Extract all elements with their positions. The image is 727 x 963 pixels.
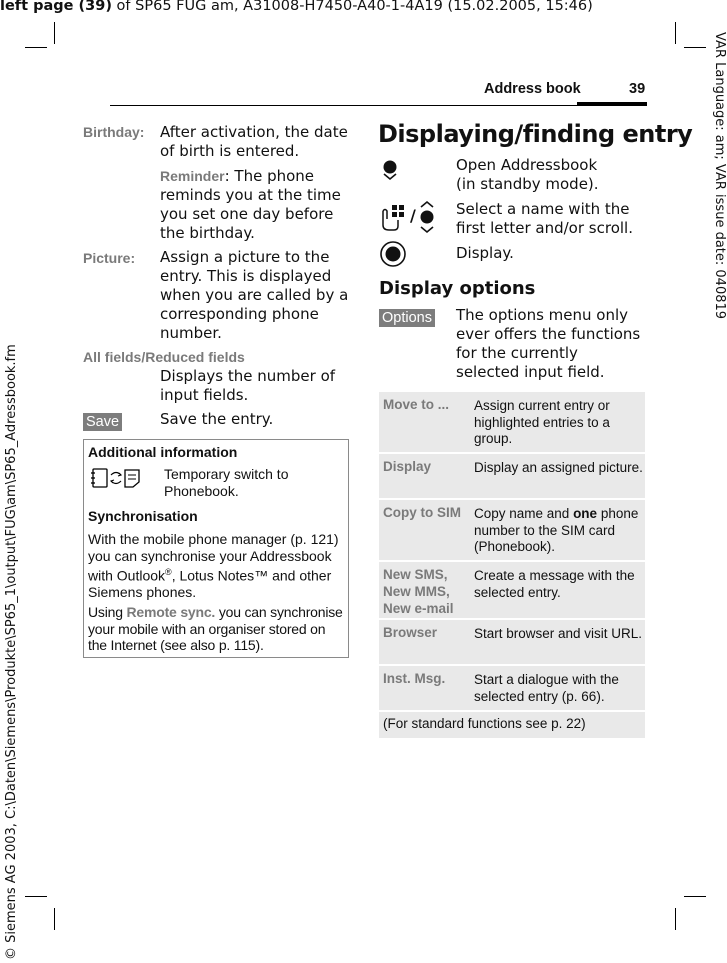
options-table-row [379, 454, 645, 498]
print-meta-rest: of SP65 FUG am, A31008-H7450-A40-1-4A19 (15.02.2005, 15:46) [111, 0, 593, 14]
var-language-note: VAR Language: am; VAR issue date: 040819 [712, 32, 727, 320]
birthday-desc: After activation, the date of birth is entered. [160, 123, 348, 160]
option-description: Start a dialogue with the selected entry (p. 66). [474, 672, 619, 704]
crop-mark [25, 47, 47, 48]
crop-mark [675, 908, 676, 930]
using-post: you can synchronise your mobile with an organiser stored on the Internet (see also p. 115). [88, 604, 343, 653]
header-page-tab [577, 102, 647, 106]
save-softkey-wrap [83, 411, 122, 431]
display-options-heading: Display options [379, 278, 536, 299]
option-description [474, 506, 644, 556]
save-softkey[interactable]: Save [83, 413, 122, 431]
options-table-footer-text: (For standard functions see p. 22) [383, 716, 586, 731]
nav-down-icon [380, 158, 402, 182]
all-fields-desc: Displays the number of input fields. [160, 367, 336, 404]
options-table-row [379, 500, 645, 560]
center-key-icon [379, 240, 407, 268]
using-pre: Using [88, 604, 127, 620]
option-name[interactable]: Display [383, 459, 432, 474]
crop-mark [684, 47, 706, 48]
option-name[interactable]: Inst. Msg. [383, 671, 446, 686]
crop-mark [684, 896, 706, 897]
options-table-row [379, 392, 645, 452]
reminder-term: Reminder [160, 168, 225, 184]
option-description: Create a message with the selected entry. [474, 568, 635, 600]
sync-text-part1: With the mobile phone manager (p. 121) you can synchronise your Addressbook with Outlook [88, 531, 339, 584]
keypad-letters-icon [378, 201, 410, 233]
crop-mark [675, 22, 676, 44]
info-box-title: Additional information [88, 444, 238, 460]
remote-sync-term: Remote sync. [126, 604, 216, 620]
sync-title: Synchronisation [88, 508, 198, 524]
step-display: Display. [456, 244, 514, 262]
options-table-row [379, 620, 645, 664]
option-description-pre: Copy name and [474, 506, 574, 521]
option-description-bold: one [573, 506, 598, 521]
option-name[interactable]: Browser [383, 625, 438, 640]
using-text [88, 604, 347, 654]
option-description: Start browser and visit URL. [474, 626, 643, 641]
option-description: Assign current entry or highlighted entries to a group. [474, 398, 610, 446]
nav-updown-icon [416, 200, 438, 234]
step-open-addressbook: Open Addressbook (in standby mode). [456, 156, 599, 193]
option-name[interactable]: Move to ... [383, 397, 450, 412]
birthday-term: Birthday: [83, 124, 145, 140]
copyright-path-note: © Siemens AG 2003, C:\Daten\Siemens\Produkte\SP65_1\output\FUG\am\SP65_Adressbook.fm [4, 344, 19, 960]
save-desc: Save the entry. [160, 410, 274, 428]
option-description: Display an assigned picture. [474, 460, 643, 475]
options-softkey[interactable]: Options [379, 309, 435, 327]
option-name[interactable]: Copy to SIM [383, 505, 461, 520]
print-meta-bold: left page (39) [0, 0, 112, 14]
options-table-row [379, 666, 645, 710]
temp-switch-text: Temporary switch to Phonebook. [164, 466, 289, 499]
phonebook-switch-icon [87, 467, 145, 489]
crop-mark [54, 22, 55, 44]
all-fields-term: All fields/Reduced fields [83, 349, 245, 365]
print-meta-line [0, 0, 640, 14]
options-softkey-wrap [379, 307, 435, 327]
reminder-desc [160, 167, 348, 243]
reminder-text: : The phone reminds you at the time you set one day before the birthday. [160, 167, 341, 242]
sync-text-part2: , Lotus Notes™ and other Siemens phones. [88, 567, 332, 601]
crop-mark [25, 896, 47, 897]
option-description-post: phone number to the SIM card (Phonebook). [474, 506, 639, 554]
header-page-number: 39 [629, 81, 646, 97]
header-section-title: Address book [484, 81, 581, 97]
step-slash: / [410, 206, 416, 225]
registered-mark: ® [165, 567, 172, 577]
crop-mark [54, 908, 55, 930]
picture-term: Picture: [83, 250, 136, 266]
sync-text [88, 531, 346, 601]
option-name[interactable]: New SMS, New MMS, New e-mail [383, 567, 454, 616]
picture-desc: Assign a picture to the entry. This is displayed when you are called by a corresponding phone number. [160, 248, 349, 342]
options-desc: The options menu only ever offers the functions for the currently selected input field. [456, 306, 641, 381]
additional-info-box [83, 439, 349, 658]
step-select-name: Select a name with the first letter and/or scroll. [456, 200, 633, 237]
options-table-row [379, 562, 645, 618]
section-heading: Displaying/finding entry [378, 120, 693, 148]
options-table-footer [379, 712, 645, 738]
header-rule [110, 105, 647, 106]
